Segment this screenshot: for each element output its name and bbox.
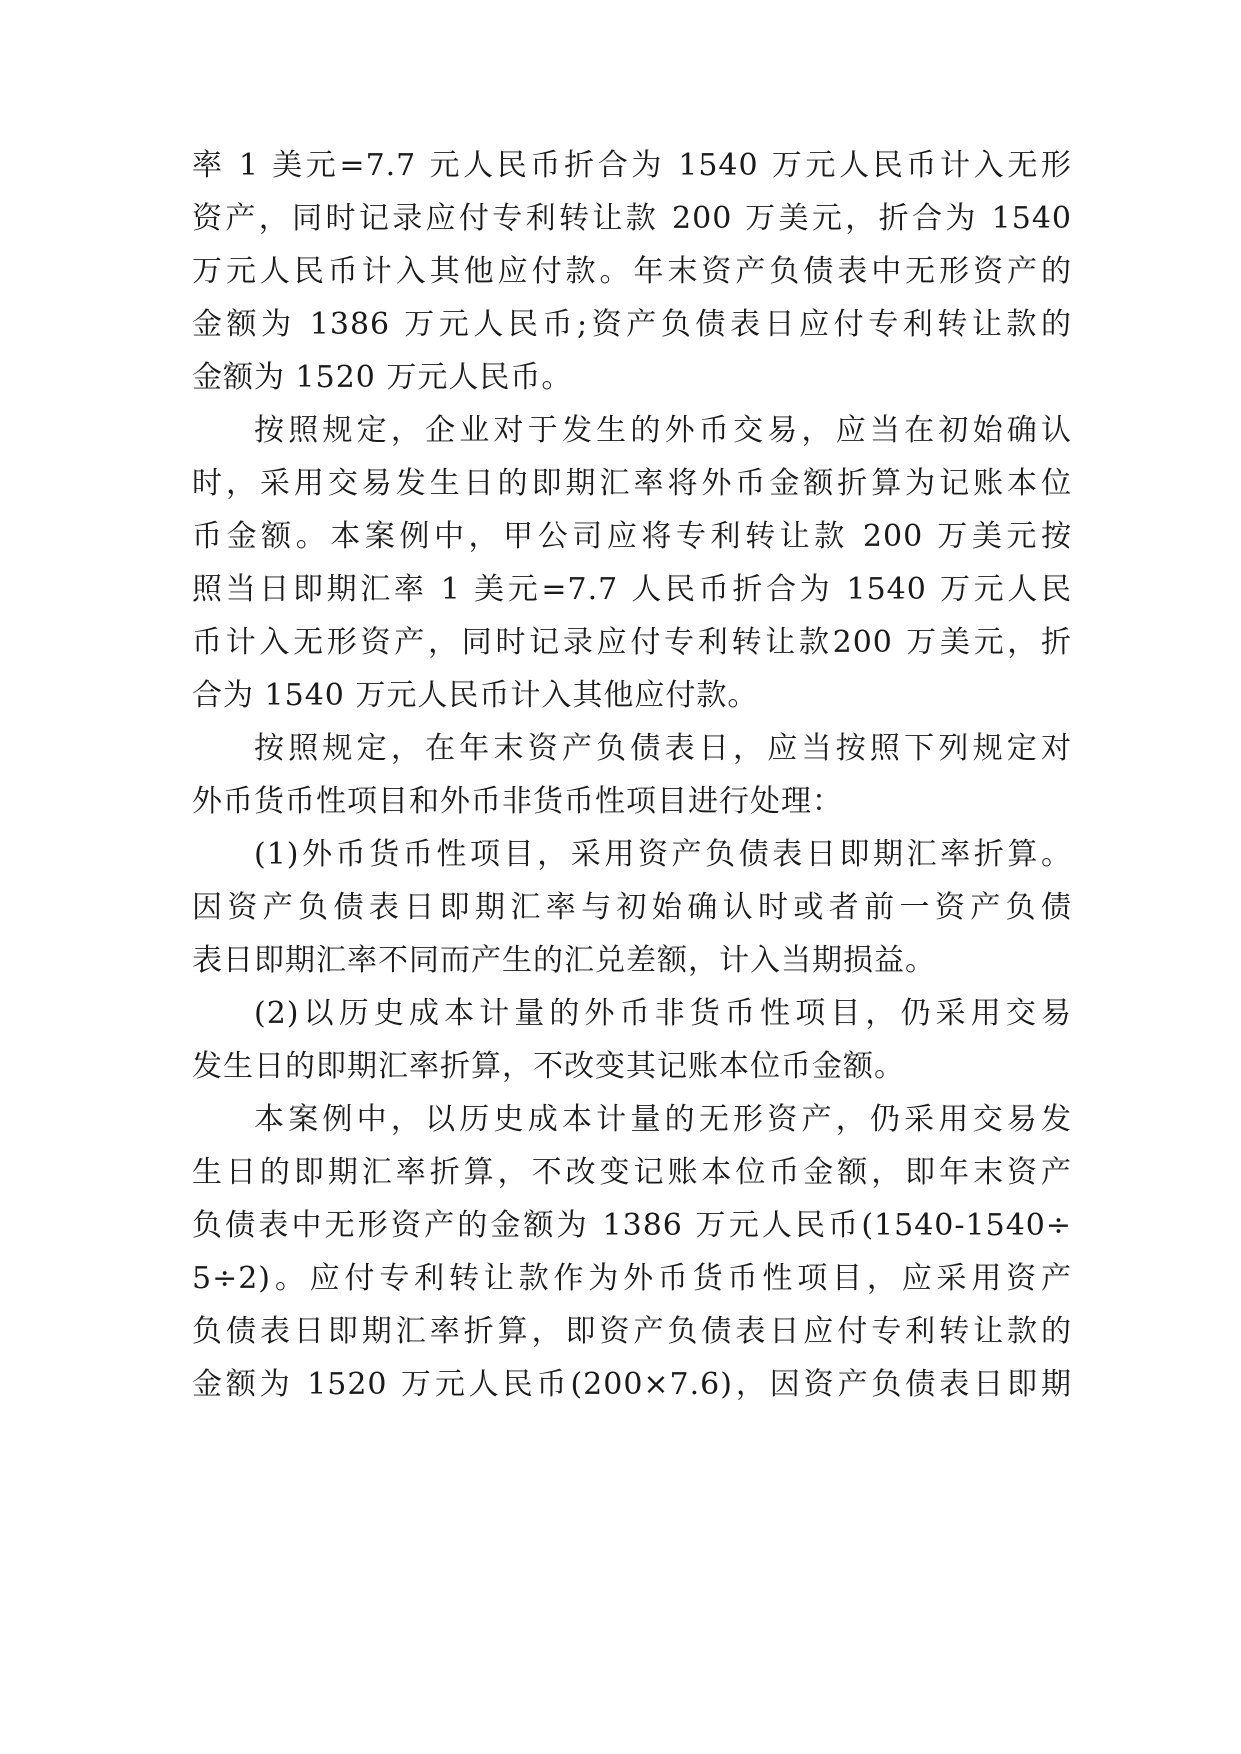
text-line: 本案例中，以历史成本计量的无形资产，仍采用交易发 [254,1102,1072,1137]
text-line: 币金额。本案例中，甲公司应将专利转让款 200 万美元按 [192,519,1072,554]
text-line: 按照规定，企业对于发生的外币交易，应当在初始确认 [254,413,1072,448]
text-line: 照当日即期汇率 1 美元=7.7 人民币折合为 1540 万元人民 [192,572,1072,607]
text-line: 生日的即期汇率折算，不改变记账本位币金额，即年末资产 [192,1155,1072,1190]
text-line: 5÷2)。应付专利转让款作为外币货币性项目，应采用资产 [192,1261,1072,1296]
text-line: 外币货币性项目和外币非货币性项目进行处理： [192,784,843,819]
text-line: 负债表日即期汇率折算，即资产负债表日应付专利转让款的 [192,1314,1072,1349]
text-line: 万元人民币计入其他应付款。年末资产负债表中无形资产的 [192,254,1072,289]
text-line: 合为 1540 万元人民币计入其他应付款。 [192,678,759,713]
text-line: (1)外币货币性项目，采用资产负债表日即期汇率折算。 [254,837,1072,872]
text-line: 金额为 1386 万元人民币;资产负债表日应付专利转让款的 [192,307,1072,342]
text-line: 金额为 1520 万元人民币(200×7.6)，因资产负债表日即期 [192,1367,1072,1402]
text-line: 按照规定，在年末资产负债表日，应当按照下列规定对 [254,731,1072,766]
text-line: 表日即期汇率不同而产生的汇兑差额，计入当期损益。 [192,943,936,978]
text-line: 负债表中无形资产的金额为 1386 万元人民币(1540-1540÷ [192,1208,1072,1243]
text-line: 率 1 美元=7.7 元人民币折合为 1540 万元人民币计入无形 [192,148,1072,183]
text-line: (2)以历史成本计量的外币非货币性项目，仍采用交易 [254,996,1072,1031]
text-line: 因资产负债表日即期汇率与初始确认时或者前一资产负债 [192,890,1072,925]
text-line: 资产，同时记录应付专利转让款 200 万美元，折合为 1540 [192,201,1072,236]
text-line: 币计入无形资产，同时记录应付专利转让款200 万美元，折 [192,625,1072,660]
text-line: 金额为 1520 万元人民币。 [192,360,573,395]
text-line: 时，采用交易发生日的即期汇率将外币金额折算为记账本位 [192,466,1072,501]
text-line: 发生日的即期汇率折算，不改变其记账本位币金额。 [192,1049,905,1084]
